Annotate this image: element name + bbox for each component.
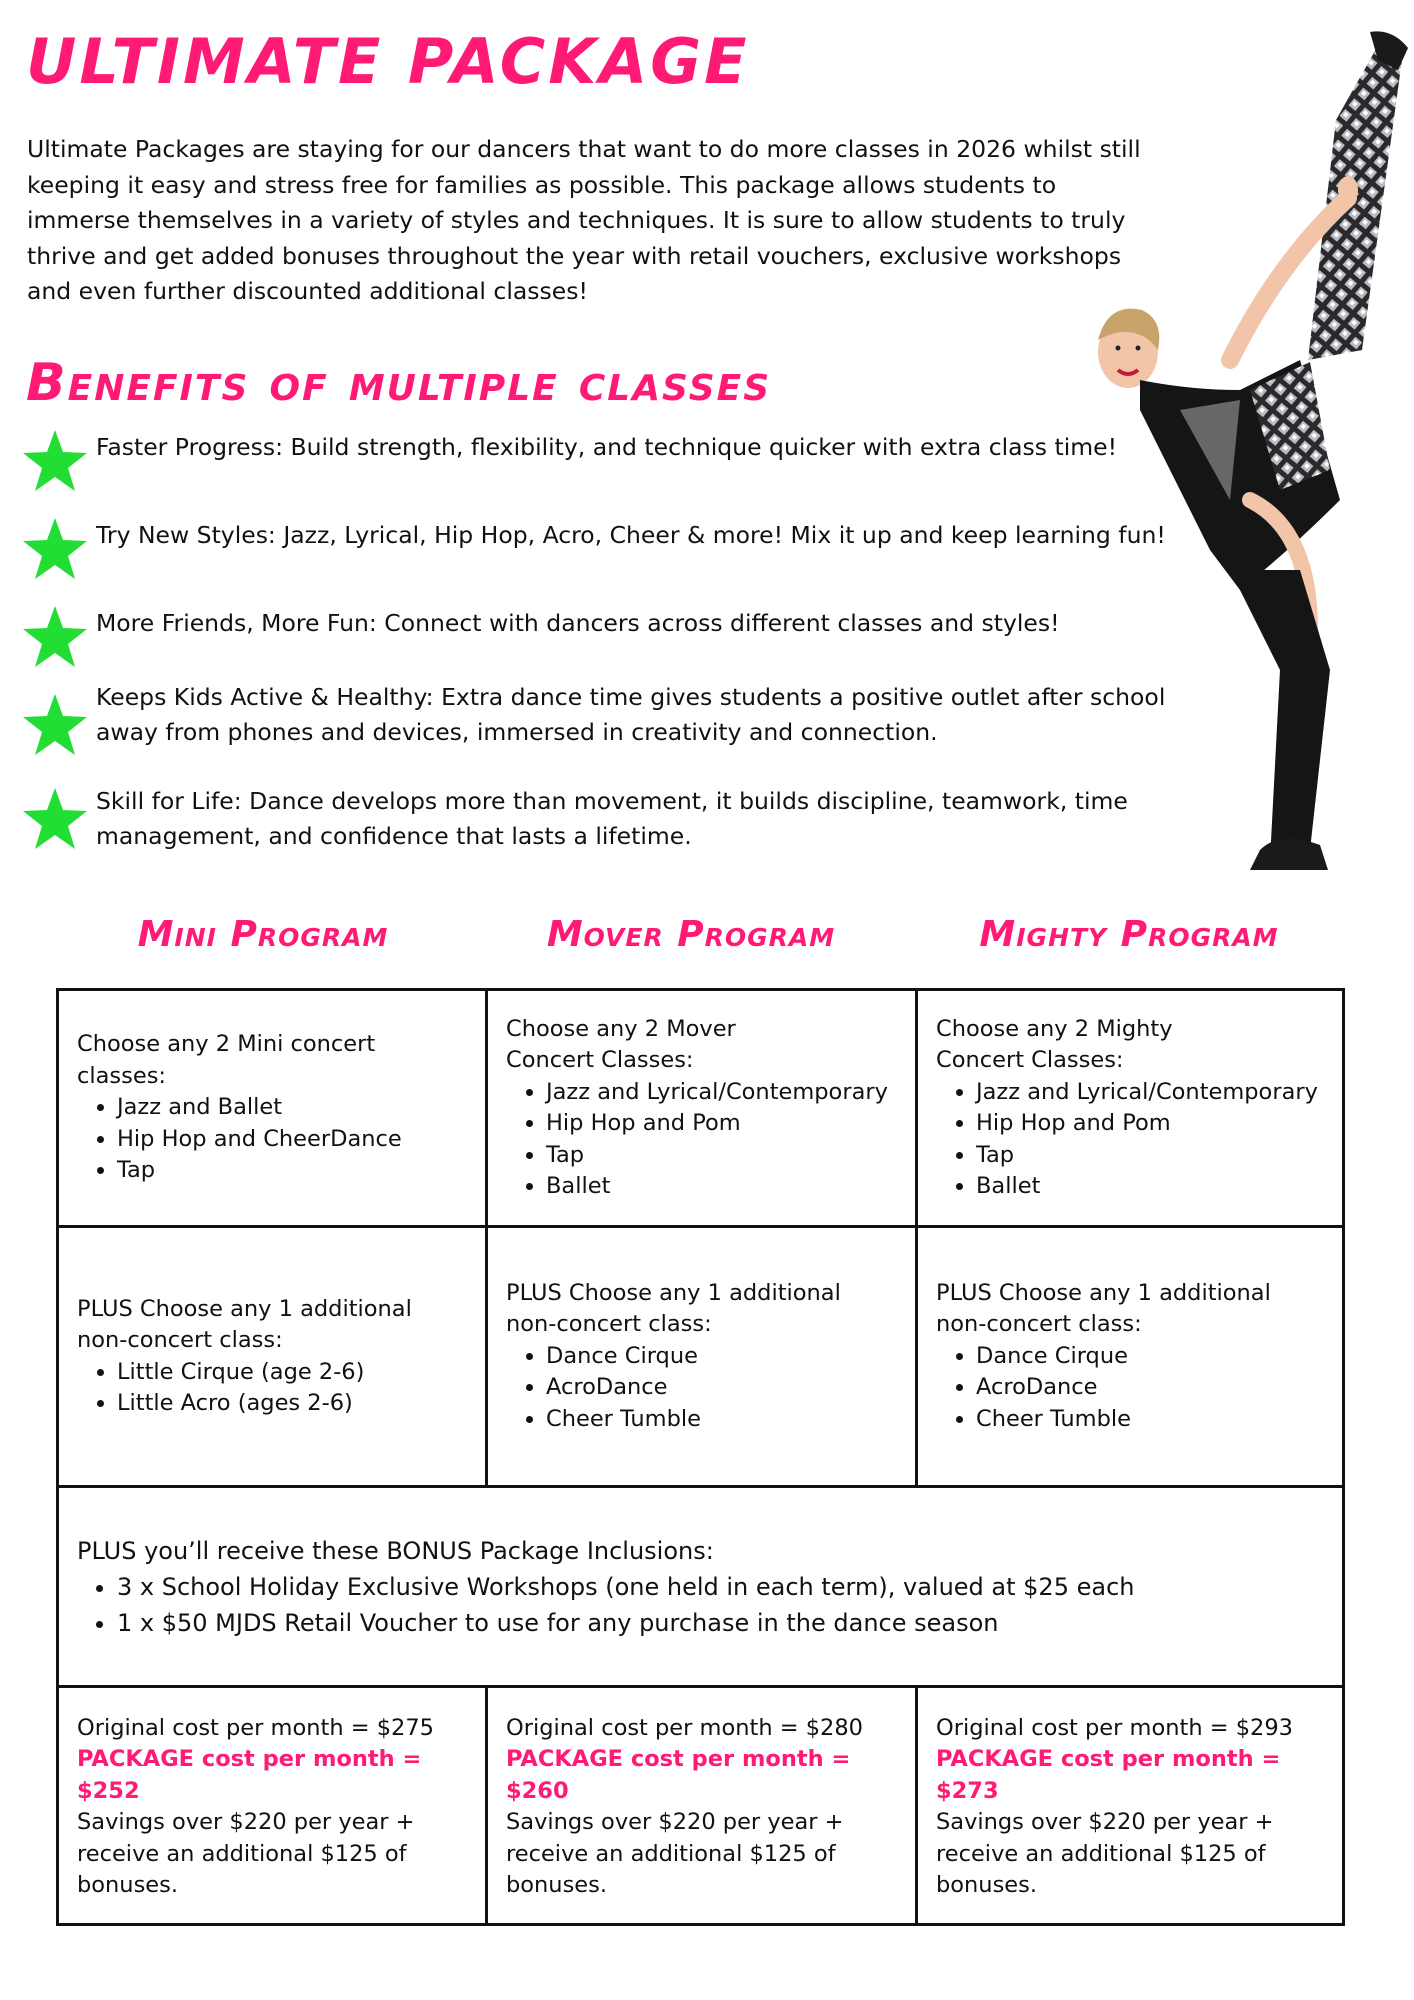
list-item: • Tap — [546, 1140, 897, 1172]
benefit-text: Skill for Life: Dance develops more than movement, it builds discipline, teamwork, time management, and confidence that lasts a lifetime. — [96, 787, 1128, 850]
list-item: • AcroDance — [546, 1372, 897, 1404]
package-cost: PACKAGE cost per month = $252 — [77, 1746, 422, 1804]
benefit-text: Try New Styles: Jazz, Lyrical, Hip Hop, Acro, Cheer & more! Mix it up and keep learning fun! — [96, 521, 1166, 549]
list-item: • Cheer Tumble — [546, 1404, 897, 1436]
list-item: • Ballet — [546, 1171, 897, 1203]
addon-list — [506, 1341, 897, 1436]
green-star-icon — [20, 604, 90, 670]
addon-list — [936, 1341, 1324, 1436]
page-title: ULTIMATE PACKAGE — [26, 25, 750, 98]
green-star-icon — [20, 786, 90, 852]
concert-list — [936, 1077, 1324, 1203]
list-item: • Jazz and Ballet — [117, 1092, 467, 1124]
list-item: • AcroDance — [976, 1372, 1324, 1404]
bonus-list — [77, 1569, 1324, 1641]
list-item: • Jazz and Lyrical/Contemporary — [976, 1077, 1324, 1109]
concert-intro: Choose any 2 Mini concert classes: — [77, 1031, 376, 1089]
package-cost: PACKAGE cost per month = $260 — [506, 1746, 851, 1804]
addon-list — [77, 1357, 467, 1420]
list-item: • Dance Cirque — [546, 1341, 897, 1373]
green-star-icon — [20, 428, 90, 494]
savings-text: Savings over $220 per year + receive an additional $125 of bonuses. — [77, 1809, 415, 1898]
mover-concert-cell — [488, 991, 915, 1225]
list-item: • 3 x School Holiday Exclusive Workshops (one held in each term), valued at $25 each — [117, 1569, 1324, 1605]
list-item: • Tap — [117, 1155, 467, 1187]
mighty-concert-cell — [918, 991, 1342, 1225]
concert-intro: Choose any 2 Mover Concert Classes: — [506, 1015, 736, 1073]
intro-paragraph: Ultimate Packages are staying for our dancers that want to do more classes in 2026 whilst still keeping it easy and stress free for families as possible. This package allows students to immerse themselves in a variety of styles and techniques. It is sure to allow students to truly thrive and get added bonuses throughout the year with retail vouchers, exclusive workshops and even further discounted additional classes! — [27, 135, 1141, 305]
concert-list — [506, 1077, 897, 1203]
addon-intro: PLUS Choose any 1 additional non-concert class: — [77, 1295, 412, 1353]
green-star-icon — [20, 692, 90, 758]
mini-addon-cell — [59, 1228, 485, 1485]
concert-list — [77, 1092, 467, 1187]
package-cost: PACKAGE cost per month = $273 — [936, 1746, 1281, 1804]
list-item: • Hip Hop and Pom — [546, 1108, 897, 1140]
list-item: • Dance Cirque — [976, 1341, 1324, 1373]
list-item: • 1 x $50 MJDS Retail Voucher to use for any purchase in the dance season — [117, 1605, 1324, 1641]
list-item: • Ballet — [976, 1171, 1324, 1203]
benefit-text: More Friends, More Fun: Connect with dancers across different classes and styles! — [96, 609, 1060, 637]
mini-program-heading: Mini Program — [137, 914, 389, 955]
benefit-text: Keeps Kids Active & Healthy: Extra dance time gives students a positive outlet after school away from phones and devices, immersed in creativity and connection. — [96, 683, 1166, 746]
list-item: • Hip Hop and CheerDance — [117, 1124, 467, 1156]
mini-concert-cell — [59, 991, 485, 1225]
mighty-program-heading: Mighty Program — [979, 914, 1279, 955]
original-cost: Original cost per month = $293 — [936, 1714, 1294, 1741]
addon-intro: PLUS Choose any 1 additional non-concert class: — [506, 1279, 841, 1338]
mighty-addon-cell — [918, 1228, 1342, 1485]
mover-program-heading: Mover Program — [546, 914, 836, 955]
bonus-intro: PLUS you’ll receive these BONUS Package Inclusions: — [77, 1536, 714, 1565]
program-table — [56, 988, 1345, 1926]
benefit-text: Faster Progress: Build strength, flexibility, and technique quicker with extra class time! — [96, 433, 1118, 461]
mover-pricing-cell — [488, 1688, 915, 1926]
original-cost: Original cost per month = $275 — [77, 1714, 435, 1741]
list-item: • Hip Hop and Pom — [976, 1108, 1324, 1140]
list-item: • Little Cirque (age 2-6) — [117, 1357, 467, 1389]
list-item: • Jazz and Lyrical/Contemporary — [546, 1077, 897, 1109]
list-item: • Tap — [976, 1140, 1324, 1172]
addon-intro: PLUS Choose any 1 additional non-concert class: — [936, 1279, 1271, 1338]
original-cost: Original cost per month = $280 — [506, 1714, 864, 1741]
list-item: • Cheer Tumble — [976, 1404, 1324, 1436]
mover-addon-cell — [488, 1228, 915, 1485]
savings-text: Savings over $220 per year + receive an additional $125 of bonuses. — [506, 1809, 844, 1898]
green-star-icon — [20, 516, 90, 582]
list-item: • Little Acro (ages 2-6) — [117, 1388, 467, 1420]
savings-text: Savings over $220 per year + receive an additional $125 of bonuses. — [936, 1809, 1274, 1898]
mini-pricing-cell — [59, 1688, 485, 1926]
mighty-pricing-cell — [918, 1688, 1342, 1926]
concert-intro: Choose any 2 Mighty Concert Classes: — [936, 1015, 1173, 1073]
benefits-heading: Benefits of multiple classes — [26, 353, 772, 413]
bonus-cell — [59, 1488, 1342, 1685]
